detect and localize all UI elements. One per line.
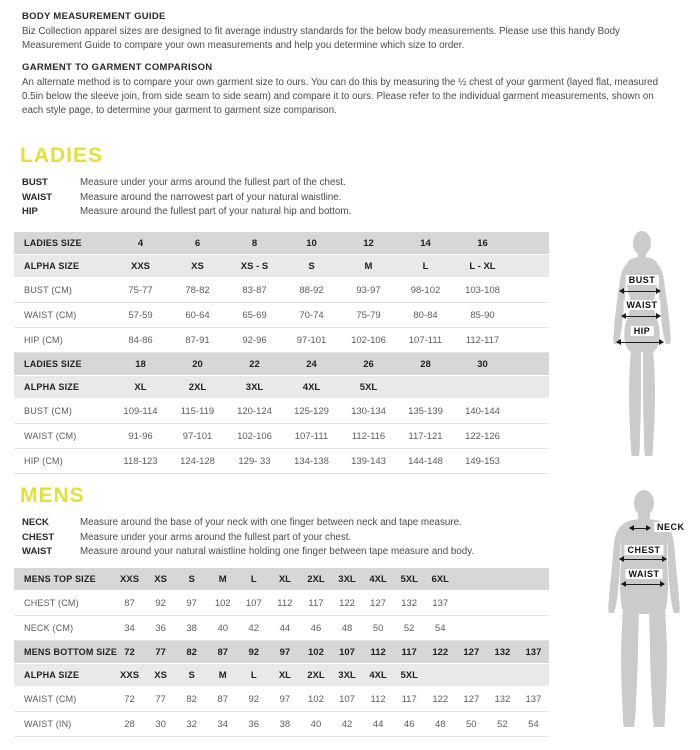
cell-value: 92: [248, 646, 260, 658]
cell-value: 122: [339, 597, 355, 609]
cell-value: 91-96: [128, 430, 153, 442]
cell-value: 4: [137, 237, 144, 249]
bust-measure-arrow-icon: [620, 291, 660, 292]
cell-value: 48: [434, 718, 446, 730]
cell-value: 28: [124, 718, 135, 730]
cell-value: L - XL: [469, 260, 496, 272]
cell-value: 92: [248, 693, 260, 705]
cell-value: 84-86: [128, 334, 153, 346]
table-row: [14, 712, 549, 737]
cell-value: 97: [186, 597, 197, 609]
cell-value: L: [250, 573, 257, 585]
cell-value: S: [308, 260, 315, 272]
cell-value: 75-77: [128, 284, 153, 296]
cell-value: 5XL: [359, 381, 378, 393]
cell-value: 117-121: [408, 430, 443, 442]
cell-value: 3XL: [245, 381, 264, 393]
cell-value: 112-116: [351, 430, 386, 442]
definition-row: [22, 205, 351, 220]
table-row: [14, 568, 549, 590]
mens-definitions: [22, 516, 474, 560]
cell-value: 127: [463, 693, 480, 705]
cell-value: 24: [306, 358, 317, 370]
cell-value: 52: [497, 718, 508, 730]
garment-comparison-title: GARMENT TO GARMENT COMPARISON: [22, 62, 213, 73]
definition-row: [22, 176, 351, 191]
row-label: CHEST (CM): [24, 598, 79, 608]
cell-value: 44: [372, 718, 384, 730]
table-row: [14, 328, 549, 353]
cell-value: 2XL: [188, 381, 207, 393]
definition-term: HIP: [22, 206, 38, 217]
cell-value: 38: [186, 622, 197, 634]
row-label: LADIES SIZE: [24, 359, 82, 369]
row-label: LADIES SIZE: [24, 238, 82, 248]
cell-value: XXS: [120, 573, 140, 585]
cell-value: 87: [217, 646, 229, 658]
cell-value: XS: [154, 669, 167, 681]
ladies-definitions: [22, 176, 351, 220]
cell-value: 72: [124, 646, 135, 658]
table-row: [14, 303, 549, 328]
definition-row: [22, 531, 474, 546]
row-label: MENS TOP SIZE: [24, 574, 96, 584]
definition-term: CHEST: [22, 531, 55, 543]
cell-value: XL: [278, 669, 291, 681]
cell-value: 46: [403, 718, 415, 730]
row-label: WAIST (CM): [24, 694, 77, 704]
cell-value: XXS: [130, 260, 150, 272]
cell-value: 107: [339, 646, 355, 658]
cell-value: M: [218, 573, 227, 585]
cell-value: 54: [528, 718, 539, 730]
cell-value: 36: [248, 718, 260, 730]
cell-value: 122: [432, 693, 449, 705]
table-row: [14, 424, 549, 449]
definition-desc: Measure around the fullest part of your natural hip and bottom.: [80, 206, 352, 217]
cell-value: 2XL: [307, 669, 325, 681]
cell-value: 87: [124, 597, 135, 609]
cell-value: 144-148: [408, 455, 443, 467]
cell-value: 112: [277, 597, 293, 609]
cell-value: 102-106: [237, 430, 272, 442]
cell-value: 112: [370, 646, 386, 658]
cell-value: 16: [477, 237, 488, 249]
definition-desc: Measure under your arms around the fullest part of the chest.: [80, 177, 346, 188]
cell-value: 88-92: [299, 284, 324, 296]
cell-value: 5XL: [400, 669, 418, 681]
table-row: [14, 255, 549, 277]
cell-value: 34: [124, 622, 135, 634]
table-row: [14, 591, 549, 616]
definition-row: [22, 545, 474, 560]
cell-value: 80-84: [413, 309, 438, 321]
table-row: [14, 376, 549, 398]
cell-value: 137: [432, 597, 449, 609]
cell-value: 6: [194, 237, 201, 249]
cell-value: 127: [370, 597, 387, 609]
cell-value: 132: [494, 646, 511, 658]
row-label: WAIST (CM): [24, 431, 77, 441]
mens-heading: MENS: [20, 484, 85, 507]
cell-value: 48: [341, 622, 353, 634]
cell-value: 87: [217, 693, 229, 705]
cell-value: 135-139: [408, 405, 443, 417]
cell-value: XS: [191, 260, 204, 272]
cell-value: M: [218, 669, 227, 681]
cell-value: 34: [217, 718, 229, 730]
garment-comparison-paragraph: An alternate method is to compare your own garment size to ours. You can do this by measuring the ½ chest of your garment (layed flat, measured 0.5in below the sleeve join, from side seam to side seam) and compare it to ours. Please refer to the individual garment measurements, shown on each style page, to determine your garment to garment size comparison.: [22, 77, 659, 116]
cell-value: M: [364, 260, 373, 272]
cell-value: 98-102: [410, 284, 441, 296]
cell-value: 107: [245, 597, 262, 609]
cell-value: 92: [155, 597, 166, 609]
cell-value: 6XL: [431, 573, 449, 585]
cell-value: 77: [155, 693, 166, 705]
cell-value: 42: [248, 622, 260, 634]
cell-value: 130-134: [351, 405, 386, 417]
cell-value: 4XL: [369, 669, 387, 681]
cell-value: 117: [401, 693, 417, 705]
cell-value: 132: [494, 693, 511, 705]
definition-desc: Measure around your natural waistline holding one finger between tape measure and body.: [80, 546, 475, 557]
cell-value: 18: [135, 358, 146, 370]
cell-value: 102: [214, 597, 231, 609]
cell-value: XL: [278, 573, 291, 585]
cell-value: 107-111: [408, 334, 443, 346]
waist-figure-label: WAIST: [624, 300, 661, 310]
cell-value: 50: [372, 622, 384, 634]
cell-value: 2XL: [307, 573, 325, 585]
cell-value: 132: [401, 597, 418, 609]
cell-value: 30: [155, 718, 166, 730]
definition-row: [22, 516, 474, 531]
mens-size-table: [14, 568, 549, 737]
cell-value: 102-106: [351, 334, 386, 346]
waist-figure-label: WAIST: [626, 569, 663, 579]
cell-value: 50: [466, 718, 477, 730]
cell-value: 26: [363, 358, 374, 370]
cell-value: 30: [477, 358, 488, 370]
cell-value: 54: [434, 622, 446, 634]
cell-value: 97-101: [296, 334, 327, 346]
table-row: [14, 399, 549, 424]
cell-value: 46: [310, 622, 322, 634]
cell-value: 117: [401, 646, 417, 658]
cell-value: 137: [525, 646, 542, 658]
table-row: [14, 353, 549, 375]
cell-value: 149-153: [465, 455, 500, 467]
doc-title: BODY MEASUREMENT GUIDE: [22, 11, 166, 22]
cell-value: XL: [134, 381, 147, 393]
row-label: HIP (CM): [24, 335, 63, 345]
chest-figure-label: CHEST: [624, 545, 663, 555]
cell-value: 115-119: [180, 405, 215, 417]
mens-figure: [592, 487, 696, 739]
table-row: [14, 449, 549, 474]
cell-value: 36: [155, 622, 166, 634]
cell-value: L: [422, 260, 429, 272]
cell-value: 20: [192, 358, 203, 370]
definition-row: [22, 191, 351, 206]
cell-value: 137: [525, 693, 542, 705]
cell-value: 102: [308, 693, 324, 705]
cell-value: 52: [403, 622, 415, 634]
waist-measure-arrow-icon: [622, 316, 660, 317]
cell-value: 57-59: [128, 309, 153, 321]
row-label: ALPHA SIZE: [24, 670, 80, 680]
cell-value: 102: [308, 646, 324, 658]
table-row: [14, 664, 549, 686]
row-label: ALPHA SIZE: [24, 382, 80, 392]
neck-measure-arrow-icon: [630, 528, 650, 529]
row-label: BUST (CM): [24, 406, 73, 416]
cell-value: 112: [370, 693, 386, 705]
cell-value: 65-69: [242, 309, 267, 321]
cell-value: 125-129: [294, 405, 329, 417]
cell-value: 22: [249, 358, 260, 370]
cell-value: 42: [341, 718, 353, 730]
cell-value: 118-123: [123, 455, 158, 467]
cell-value: 120-124: [237, 405, 272, 417]
definition-term: WAIST: [22, 191, 53, 203]
definition-desc: Measure under your arms around the fullest part of your chest.: [80, 531, 352, 543]
cell-value: 134-138: [294, 455, 329, 467]
cell-value: 122: [432, 646, 449, 658]
row-label: NECK (CM): [24, 623, 74, 633]
intro-section: [22, 11, 674, 127]
cell-value: 122-126: [465, 430, 500, 442]
cell-value: 117: [308, 597, 324, 609]
cell-value: 14: [420, 237, 431, 249]
cell-value: 72: [124, 693, 135, 705]
definition-term: BUST: [22, 177, 48, 188]
definition-term: NECK: [22, 517, 49, 528]
cell-value: 112-117: [465, 334, 500, 346]
cell-value: 85-90: [470, 309, 495, 321]
cell-value: 93-97: [356, 284, 381, 296]
cell-value: XS: [154, 573, 167, 585]
bust-figure-label: BUST: [626, 275, 659, 285]
definition-desc: Measure around the narrowest part of your natural waistline.: [80, 191, 342, 203]
table-row: [14, 641, 549, 663]
hip-measure-arrow-icon: [617, 342, 663, 343]
cell-value: 8: [251, 237, 258, 249]
table-row: [14, 616, 549, 641]
cell-value: 3XL: [338, 573, 356, 585]
chest-measure-arrow-icon: [620, 559, 666, 560]
cell-value: 92-96: [242, 334, 267, 346]
cell-value: L: [250, 669, 257, 681]
table-row: [14, 687, 549, 712]
row-label: ALPHA SIZE: [24, 261, 80, 271]
cell-value: 70-74: [299, 309, 324, 321]
cell-value: 38: [279, 718, 291, 730]
cell-value: 82: [186, 693, 197, 705]
row-label: WAIST (CM): [24, 310, 77, 320]
cell-value: 97-101: [182, 430, 213, 442]
cell-value: XXS: [120, 669, 140, 681]
cell-value: 75-79: [356, 309, 381, 321]
cell-value: 4XL: [369, 573, 387, 585]
cell-value: 44: [279, 622, 291, 634]
row-label: MENS BOTTOM SIZE: [24, 647, 118, 657]
cell-value: 124-128: [180, 455, 215, 467]
cell-value: 127: [463, 646, 480, 658]
cell-value: 28: [420, 358, 431, 370]
cell-value: 78-82: [185, 284, 210, 296]
cell-value: S: [188, 573, 195, 585]
definition-desc: Measure around the base of your neck with one finger between neck and tape measure.: [80, 517, 462, 528]
ladies-figure: [594, 228, 690, 468]
cell-value: 97: [279, 693, 291, 705]
cell-value: XS - S: [240, 260, 269, 272]
intro-paragraph: Biz Collection apparel sizes are designed to fit average industry standards for the below body measurements. Please use this handy Body Measurement Guide to compare your own measurements and help you determine which size to order.: [22, 26, 620, 51]
cell-value: 77: [155, 646, 166, 658]
cell-value: 129- 33: [238, 455, 271, 467]
cell-value: S: [188, 669, 195, 681]
cell-value: 10: [306, 237, 317, 249]
cell-value: 40: [310, 718, 322, 730]
cell-value: 82: [186, 646, 197, 658]
cell-value: 139-143: [351, 455, 386, 467]
female-silhouette-icon: [594, 228, 690, 468]
cell-value: 107-111: [294, 430, 329, 442]
ladies-heading: LADIES: [20, 144, 104, 167]
cell-value: 60-64: [185, 309, 210, 321]
cell-value: 109-114: [123, 405, 158, 417]
cell-value: 97: [279, 646, 291, 658]
definition-term: WAIST: [22, 546, 53, 557]
cell-value: 4XL: [302, 381, 321, 393]
table-row: [14, 232, 549, 254]
row-label: WAIST (IN): [24, 719, 72, 729]
cell-value: 83-87: [242, 284, 267, 296]
ladies-size-table: [14, 232, 549, 474]
cell-value: 107: [339, 693, 355, 705]
cell-value: 3XL: [338, 669, 356, 681]
table-row: [14, 278, 549, 303]
cell-value: 87-91: [185, 334, 210, 346]
cell-value: 12: [363, 237, 374, 249]
hip-figure-label: HIP: [631, 326, 654, 336]
cell-value: 40: [217, 622, 229, 634]
cell-value: 32: [186, 718, 197, 730]
waist-measure-arrow-icon: [622, 584, 664, 585]
row-label: HIP (CM): [24, 456, 63, 466]
cell-value: 5XL: [400, 573, 418, 585]
neck-figure-label: NECK: [654, 522, 688, 532]
row-label: BUST (CM): [24, 285, 73, 295]
cell-value: 140-144: [465, 405, 500, 417]
cell-value: 103-108: [465, 284, 500, 296]
